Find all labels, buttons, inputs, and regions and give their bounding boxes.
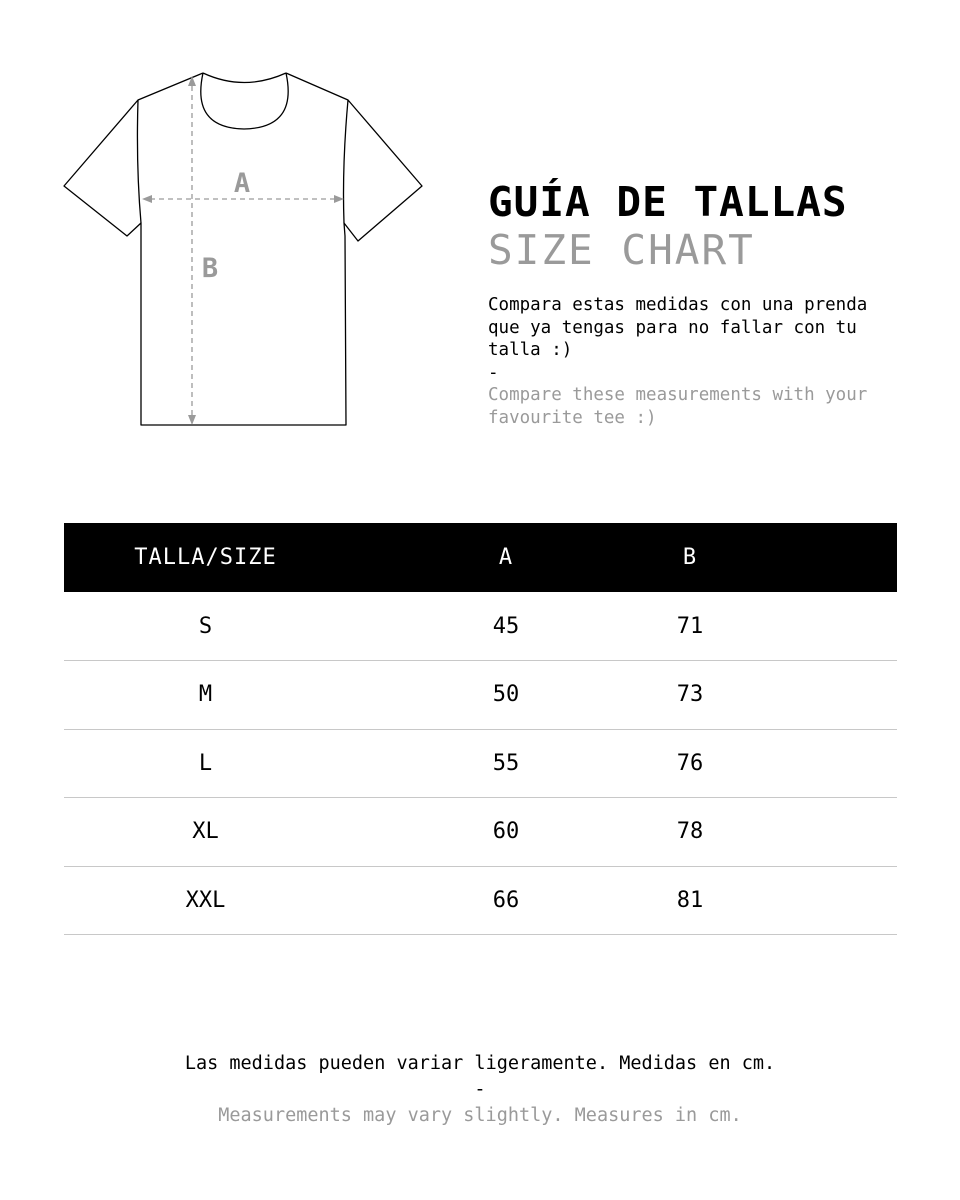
- cell-b: 73: [676, 682, 704, 708]
- cell-spacer: [715, 661, 897, 730]
- table-row: [64, 661, 897, 730]
- intro-spanish: Compara estas medidas con una prenda que ya tengas para no fallar con tu talla :): [488, 295, 868, 360]
- cell-size: M: [198, 682, 213, 708]
- size-table: [64, 523, 897, 935]
- footer-english: Measurements may vary slightly. Measures in cm.: [218, 1105, 742, 1126]
- intro-separator: -: [488, 362, 499, 383]
- cell-a: 66: [492, 887, 520, 913]
- cell-spacer: [715, 798, 897, 867]
- table-row: [64, 592, 897, 661]
- header-b: B: [682, 545, 698, 570]
- footer-separator: -: [474, 1079, 486, 1100]
- cell-b: 76: [676, 750, 704, 776]
- cell-spacer: [715, 866, 897, 935]
- cell-a: 45: [492, 613, 520, 639]
- cell-size: L: [198, 750, 213, 776]
- cell-b: 78: [676, 819, 704, 845]
- header-a: A: [498, 545, 514, 570]
- cell-a: 55: [492, 750, 520, 776]
- footer-spanish: Las medidas pueden variar ligeramente. Medidas en cm.: [184, 1053, 776, 1074]
- measure-a-label: A: [233, 168, 251, 199]
- cell-a: 50: [492, 682, 520, 708]
- cell-size: XXL: [185, 887, 226, 913]
- cell-spacer: [715, 729, 897, 798]
- header-size: TALLA/SIZE: [134, 545, 277, 570]
- header-spacer: [715, 523, 897, 592]
- cell-b: 71: [676, 613, 704, 639]
- intro-english: Compare these measurements with your favourite tee :): [488, 385, 868, 428]
- cell-size: XL: [192, 819, 219, 845]
- cell-b: 81: [676, 887, 704, 913]
- tshirt-icon: [60, 66, 426, 430]
- page-subtitle: SIZE CHART: [488, 226, 755, 274]
- intro-text: [488, 294, 888, 429]
- table-row: [64, 729, 897, 798]
- cell-spacer: [715, 592, 897, 661]
- heading-block: [488, 176, 928, 429]
- table-row: [64, 866, 897, 935]
- tshirt-outline: [64, 73, 422, 425]
- tshirt-illustration: [60, 66, 426, 430]
- footer-note: [0, 1050, 960, 1130]
- cell-a: 60: [492, 819, 520, 845]
- cell-size: S: [198, 613, 213, 639]
- measure-b-line: [188, 76, 196, 425]
- measure-b-label: B: [201, 253, 219, 284]
- page-title: GUÍA DE TALLAS: [488, 178, 848, 226]
- table-header-row: [64, 523, 897, 592]
- table-row: [64, 798, 897, 867]
